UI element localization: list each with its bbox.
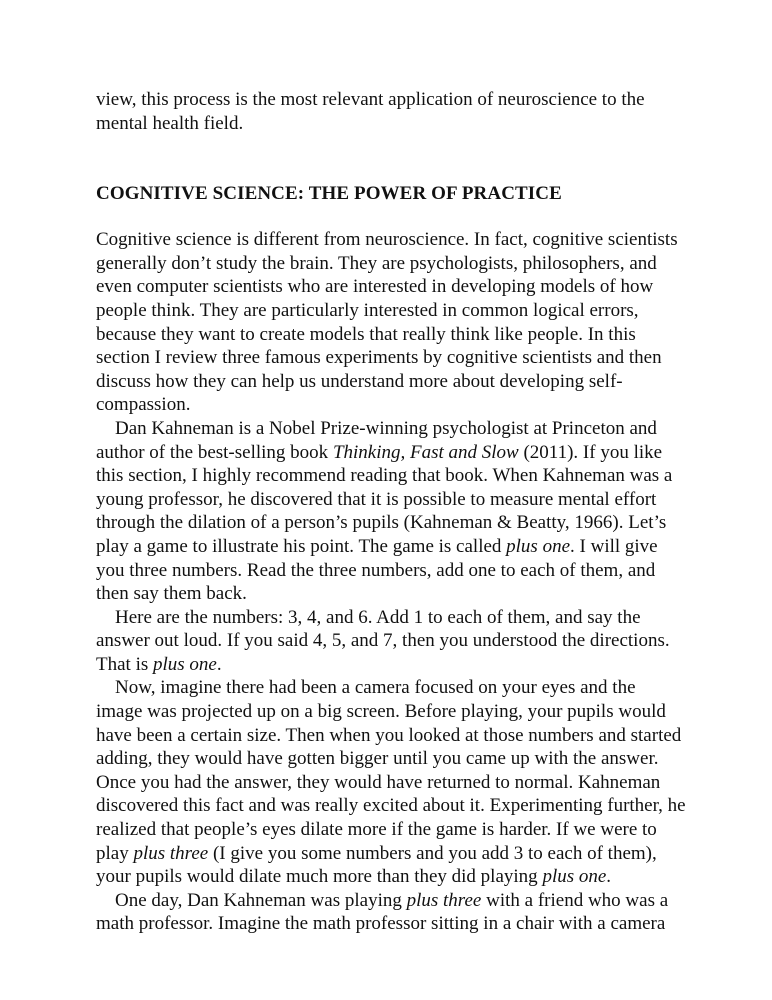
paragraph-kahneman	[96, 417, 686, 606]
text-run: (I give you some numbers and you add 3 to each of them), your pupils would dilate much more than they did playing	[96, 842, 657, 888]
paragraph-numbers	[96, 606, 686, 677]
text-run: with a friend who was a math professor. Imagine the math professor sitting in a chair with a camera	[96, 889, 669, 935]
text-run: Dan Kahneman is a Nobel Prize-winning psychologist at Princeton and author of the best-selling book	[96, 417, 657, 463]
game-name: plus one	[506, 535, 571, 557]
game-name: plus three	[406, 889, 482, 911]
text-run: Here are the numbers: 3, 4, and 6. Add 1 to each of them, and say the answer out loud. If you said 4, 5, and 7, then you understood the directions. That is	[96, 606, 670, 675]
text-run: One day, Dan Kahneman was playing	[115, 889, 407, 911]
paragraph-camera	[96, 676, 686, 888]
game-name: plus three	[133, 842, 209, 864]
text-run: (2011). If you like this section, I highly recommend reading that book. When Kahneman was a young professor, he discovered that it is possible to measure mental effort through the dilation of a person’s pupils (Kahneman & Beatty, 1966). Let’s play a game to illustrate his point. The game is called	[96, 441, 673, 557]
book-title: Thinking, Fast and Slow	[332, 441, 519, 463]
paragraph-cognitive-science: Cognitive science is different from neuroscience. In fact, cognitive scientists generally don’t study the brain. They are psychologists, philosophers, and even computer scientists who are interested in developing models of how people think. They are particularly interested in common logical errors, because they want to create models that really think like people. In this section I review three famous experiments by cognitive scientists and then discuss how they can help us understand more about developing self-compassion.	[96, 229, 678, 416]
text-run: .	[216, 653, 222, 675]
section-heading: COGNITIVE SCIENCE: THE POWER OF PRACTICE	[96, 183, 562, 205]
text-run: Now, imagine there had been a camera focused on your eyes and the image was projected up on a big screen. Before playing, your pupils would have been a certain size. Then when you looked at those numbers and started adding, they would have gotten bigger until you came up with the answer. Once you had the answer, they would have returned to normal. Kahneman discovered this fact and was really excited about it. Experimenting further, he realized that people’s eyes dilate more if the game is harder. If we were to play	[96, 677, 686, 864]
game-name: plus one	[153, 653, 217, 675]
intro-paragraph: view, this process is the most relevant application of neuroscience to the mental health field.	[96, 89, 645, 134]
page-body	[96, 88, 686, 936]
text-run: .	[606, 866, 612, 888]
game-name: plus one	[542, 866, 607, 888]
paragraph-math-professor	[96, 889, 686, 936]
text-run: . I will give you three numbers. Read the three numbers, add one to each of them, and then say them back.	[96, 535, 658, 605]
